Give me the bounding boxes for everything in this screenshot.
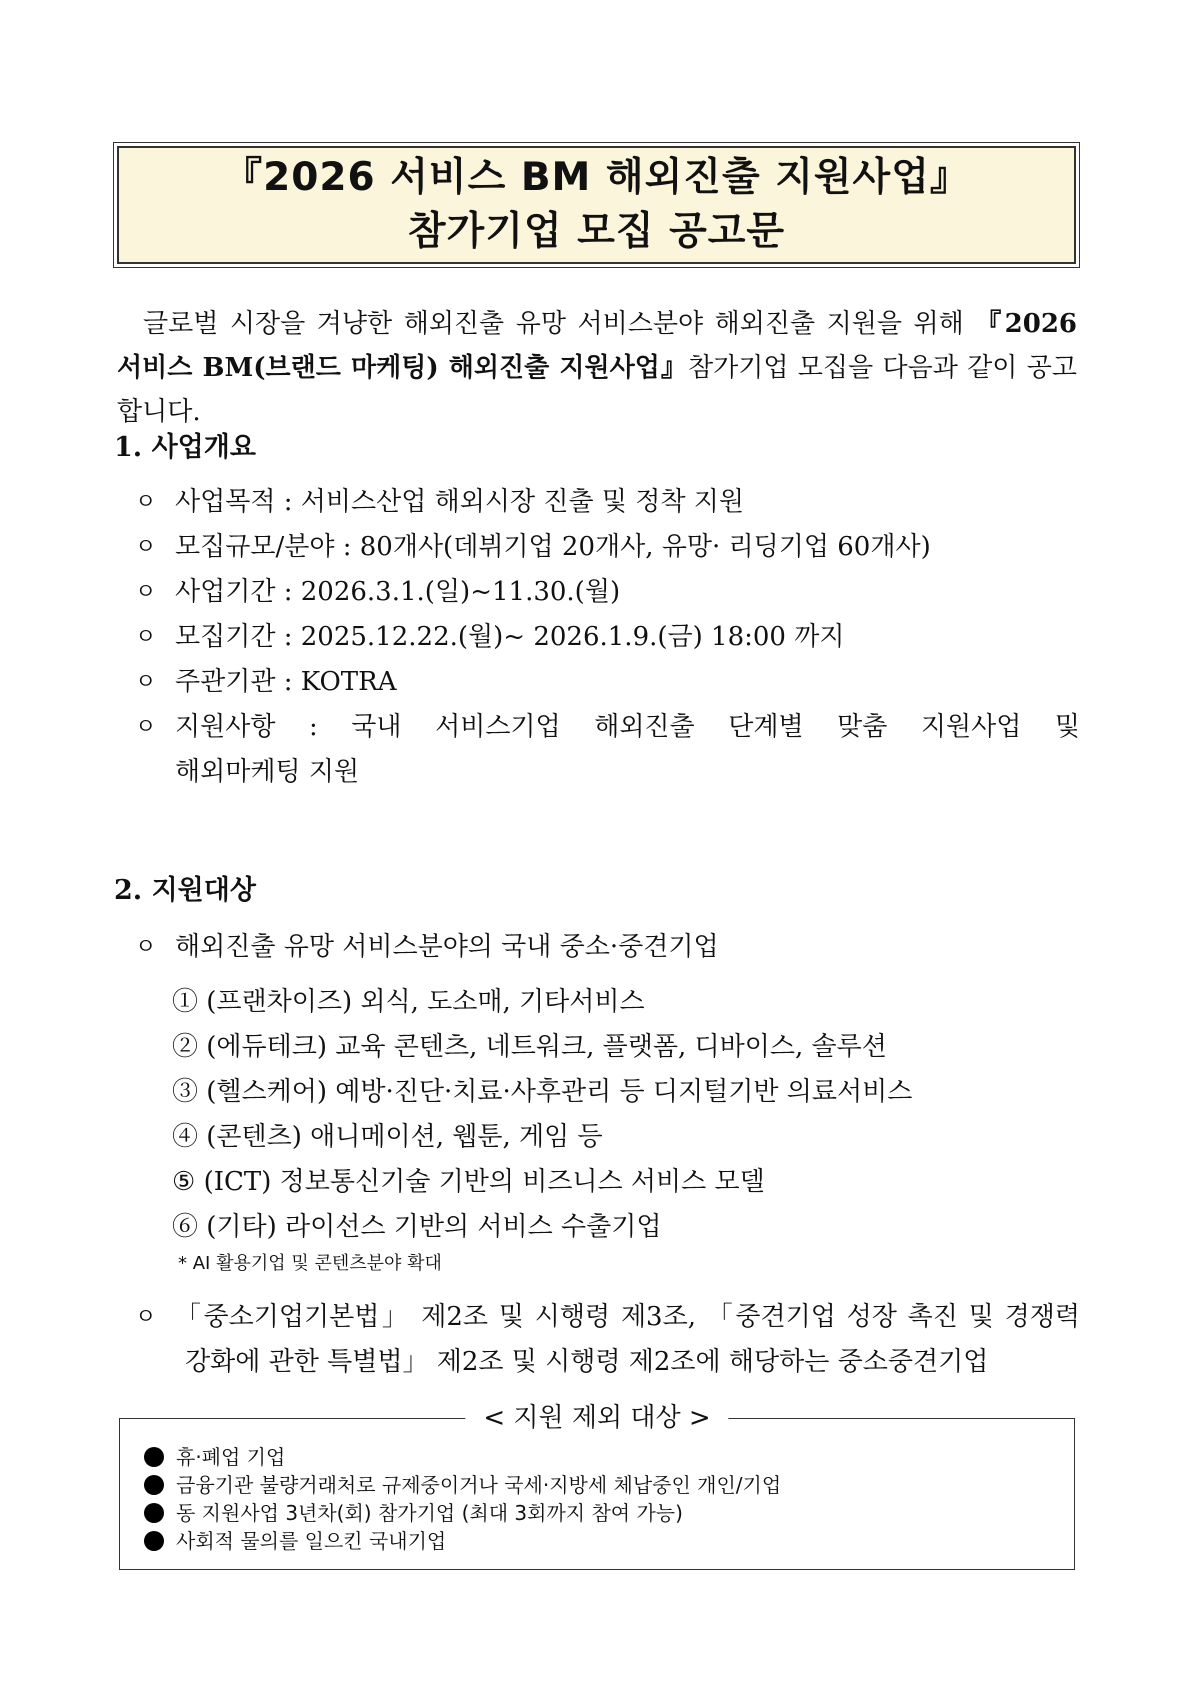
section2-heading: 2. 지원대상 [114,875,256,906]
bullet-mark: ㅇ [135,625,157,650]
bullet-mark: ㅇ [135,490,157,515]
section2-bullet-1: ㅇ 해외진출 유망 서비스분야의 국내 중소·중견기업 [135,925,1080,970]
exclusion-list [144,1443,781,1555]
bullet-mark: ㅇ [135,1305,157,1330]
intro-text-2: 참가기업 모집을 다음과 같이 공고합니다. [117,353,1077,427]
intro-program-name: 『2026 서비스 BM(브랜드 마케팅) 해외진출 지원사업』 [117,309,1077,383]
bullet-dot-icon [144,1503,164,1523]
target-item-1: ① (프랜차이즈) 외식, 도소매, 기타서비스 [172,987,645,1017]
bullet-dot-icon [144,1531,164,1551]
title-line-2: 참가기업 모집 공고문 [407,209,786,254]
bullet-mark: ㅇ [135,715,157,740]
bullet-mark: ㅇ [135,935,157,960]
section1-heading: 1. 사업개요 [114,432,256,463]
exclusion-item: 금융기관 불량거래처로 규제중이거나 국세·지방세 체납중인 개인/기업 [144,1471,781,1499]
title-box [117,146,1076,264]
intro-text-1: 글로벌 시장을 겨냥한 해외진출 유망 서비스분야 해외진출 지원을 위해 [143,309,976,339]
section1-item-1: ㅇ 사업목적 : 서비스산업 해외시장 진출 및 정착 지원 [135,480,1080,525]
exclusion-title: < 지원 제외 대상 > [465,1399,728,1437]
section1-item-6: ㅇ 지원사항 : 국내 서비스기업 해외진출 단계별 맞춤 지원사업 및 해외마케팅 지원 [135,705,1080,795]
target-item-5: ⑤ (ICT) 정보통신기술 기반의 비즈니스 서비스 모델 [172,1167,765,1197]
bullet-mark: ㅇ [135,580,157,605]
ai-note: * AI 활용기업 및 콘텐츠분야 확대 [178,1253,442,1274]
section2-bullet-2: ㅇ 「중소기업기본법」 제2조 및 시행령 제3조, 「중견기업 성장 촉진 및 경쟁력 강화에 관한 특별법」 제2조 및 시행령 제2조에 해당하는 중소중견기업 [135,1295,1080,1385]
bullet-dot-icon [144,1447,164,1467]
exclusion-box [119,1403,1075,1570]
target-item-2: ② (에듀테크) 교육 콘텐츠, 네트워크, 플랫폼, 디바이스, 솔루션 [172,1032,887,1062]
exclusion-item: 동 지원사업 3년차(회) 참가기업 (최대 3회까지 참여 가능) [144,1499,781,1527]
bullet-mark: ㅇ [135,535,157,560]
section1-item-2: ㅇ 모집규모/분야 : 80개사(데뷔기업 20개사, 유망· 리딩기업 60개사) [135,525,1080,570]
target-item-6: ⑥ (기타) 라이선스 기반의 서비스 수출기업 [172,1212,662,1242]
bullet-dot-icon [144,1475,164,1495]
target-item-3: ③ (헬스케어) 예방·진단·치료·사후관리 등 디지털기반 의료서비스 [172,1077,913,1107]
section1-item-3: ㅇ 사업기간 : 2026.3.1.(일)~11.30.(월) [135,570,1080,615]
intro-paragraph [117,302,1077,434]
title-line-1: 『2026 서비스 BM 해외진출 지원사업』 [223,155,970,200]
bullet-mark: ㅇ [135,670,157,695]
section1-item-5: ㅇ 주관기관 : KOTRA [135,660,1080,705]
exclusion-item: 휴·폐업 기업 [144,1443,781,1471]
target-item-4: ④ (콘텐츠) 애니메이션, 웹툰, 게임 등 [172,1122,603,1152]
exclusion-item: 사회적 물의를 일으킨 국내기업 [144,1527,781,1555]
section1-item-4: ㅇ 모집기간 : 2025.12.22.(월)~ 2026.1.9.(금) 18:00 까지 [135,615,1080,660]
